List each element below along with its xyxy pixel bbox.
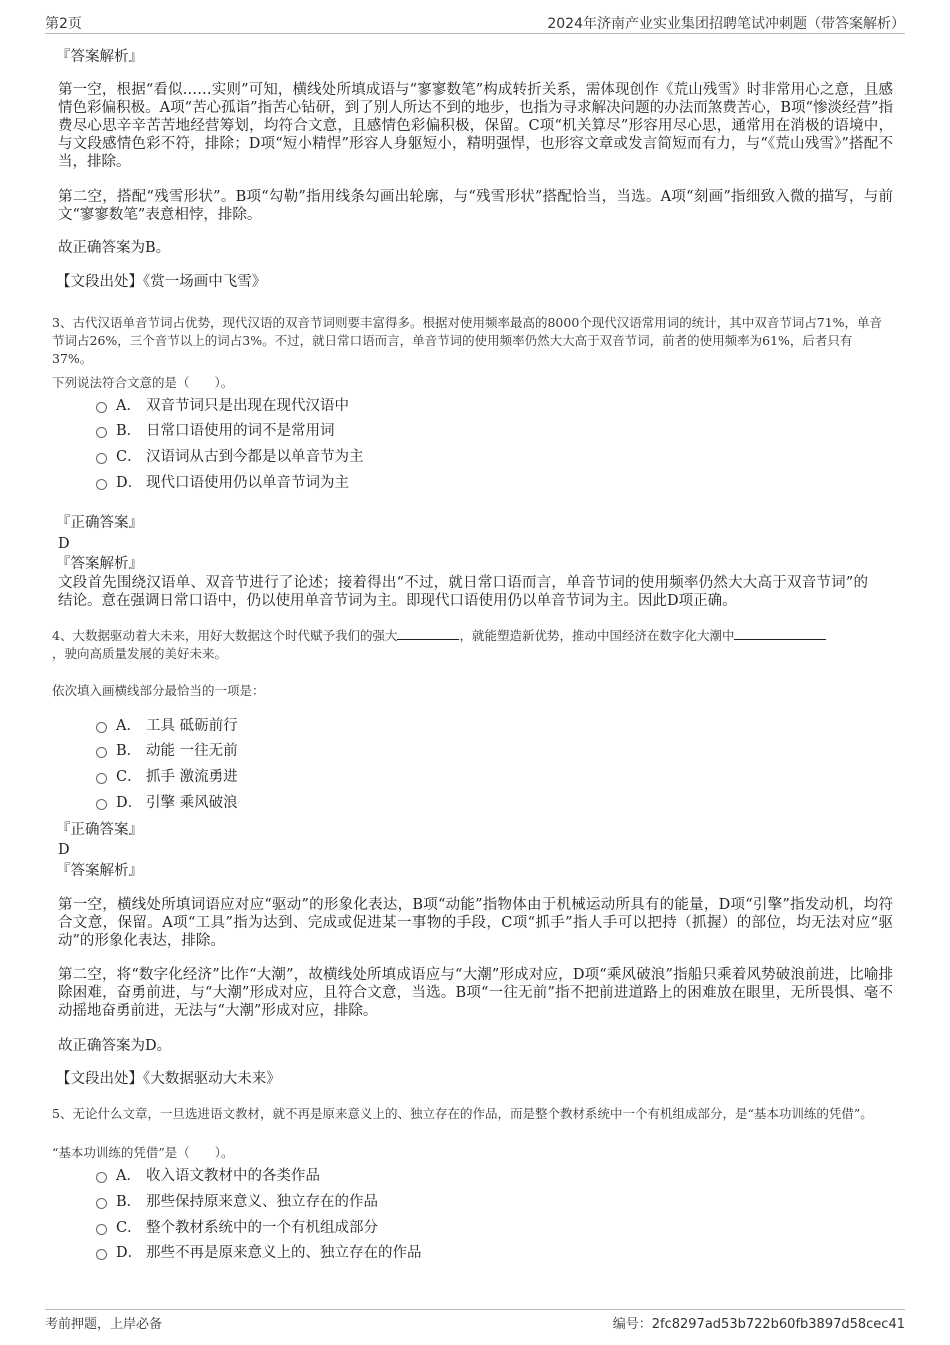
radio-icon[interactable] bbox=[96, 427, 107, 438]
q2-analysis-para2: 第二空，搭配“残雪形状”。B项“勾勒”指用线条勾画出轮廓，与“残雪形状”搭配恰当，当选。A项“刻画”指细致入微的描写，与前文“寥寥数笔”表意相悖，排除。 bbox=[58, 189, 893, 223]
option-text: 整个教材系统中的一个有机组成部分 bbox=[146, 1220, 378, 1236]
option-letter: B． bbox=[116, 1194, 142, 1210]
radio-icon[interactable] bbox=[96, 1249, 107, 1260]
q4-blank-2 bbox=[734, 627, 826, 640]
q4-analysis-label: 『答案解析』 bbox=[56, 863, 143, 879]
q3-answer: D bbox=[58, 536, 70, 552]
q4-option-c[interactable] bbox=[96, 767, 238, 787]
option-text: 双音节词只是出现在现代汉语中 bbox=[146, 398, 349, 414]
q5-stem: 5、无论什么文章，一旦选进语文教材，就不再是原来意义上的、独立存在的作品，而是整个教材系统中一个有机组成部分，是“基本功训练的凭借”。 bbox=[52, 1106, 873, 1121]
radio-icon[interactable] bbox=[96, 773, 107, 784]
q4-stem-part2: ，就能塑造新优势，推动中国经济在数字化大潮中 bbox=[459, 628, 735, 643]
q3-option-d[interactable] bbox=[96, 473, 349, 493]
radio-icon[interactable] bbox=[96, 1224, 107, 1235]
q3-option-b[interactable] bbox=[96, 421, 335, 441]
option-text: 汉语词从古到今都是以单音节为主 bbox=[146, 449, 364, 465]
footer-slogan: 考前押题，上岸必备 bbox=[45, 1317, 163, 1332]
radio-icon[interactable] bbox=[96, 479, 107, 490]
q4-answer-label: 『正确答案』 bbox=[56, 822, 143, 838]
header-divider bbox=[45, 33, 905, 34]
option-letter: C． bbox=[116, 769, 142, 785]
q4-analysis-para2: 第二空，将“数字化经济”比作“大潮”，故横线处所填成语应与“大潮”形成对应，D项“乘风破浪”指船只乘着风势破浪前进，比喻排除困难，奋勇前进，与“大潮”形成对应，且符合文意，当选。B项“一往无前”指不把前进道路上的困难放在眼里，无所畏惧、毫不动摇地奋勇前进，无法与“大潮”形成对应，排除。 bbox=[58, 967, 893, 1019]
q2-answer-statement: 故正确答案为B。 bbox=[58, 240, 171, 256]
q4-stem bbox=[52, 627, 892, 663]
option-text: 动能 一往无前 bbox=[146, 743, 238, 759]
q2-analysis-label: 『答案解析』 bbox=[56, 49, 143, 65]
option-text: 引擎 乘风破浪 bbox=[146, 795, 238, 811]
option-letter: B． bbox=[116, 743, 142, 759]
footer-code-value: 2fc8297ad53b722b60fb3897d58cec41 bbox=[651, 1317, 905, 1332]
q4-option-b[interactable] bbox=[96, 741, 238, 761]
q4-option-a[interactable] bbox=[96, 716, 238, 736]
radio-icon[interactable] bbox=[96, 1198, 107, 1209]
radio-icon[interactable] bbox=[96, 1172, 107, 1183]
q5-prompt: “基本功训练的凭借”是（ ）。 bbox=[52, 1145, 234, 1160]
q4-stem-part3: ，驶向高质量发展的美好未来。 bbox=[52, 646, 228, 661]
option-letter: A． bbox=[116, 398, 141, 414]
q5-option-a[interactable] bbox=[96, 1166, 320, 1186]
option-letter: D． bbox=[116, 1245, 143, 1261]
q3-analysis: 文段首先围绕汉语单、双音节进行了论述；接着得出“不过，就日常口语而言，单音节词的使用频率仍然大大高于双音节词”的结论。意在强调日常口语中，仍以使用单音节词为主。即现代口语使用仍以单音节词为主。因此D项正确。 bbox=[58, 575, 868, 609]
option-text: 那些保持原来意义、独立存在的作品 bbox=[146, 1194, 378, 1210]
footer-divider bbox=[45, 1309, 905, 1310]
radio-icon[interactable] bbox=[96, 799, 107, 810]
radio-icon[interactable] bbox=[96, 722, 107, 733]
q5-option-d[interactable] bbox=[96, 1243, 422, 1263]
q5-option-b[interactable] bbox=[96, 1192, 378, 1212]
radio-icon[interactable] bbox=[96, 747, 107, 758]
option-text: 日常口语使用的词不是常用词 bbox=[146, 423, 335, 439]
option-letter: D． bbox=[116, 795, 143, 811]
page-number: 第2页 bbox=[45, 16, 82, 32]
document-title: 2024年济南产业实业集团招聘笔试冲刺题（带答案解析） bbox=[547, 16, 905, 32]
q3-stem: 3、古代汉语单音节词占优势，现代汉语的双音节词则要丰富得多。根据对使用频率最高的8000个现代汉语常用词的统计，其中双音节词占71%，单音节词占26%，三个音节以上的词占3%。不过，就日常口语而言，单音节词的使用频率仍然大大高于双音节词，前者的使用频率为61%，后者只有37%。 bbox=[52, 315, 883, 366]
q4-stem-part1: 4、大数据驱动着大未来，用好大数据这个时代赋予我们的强大 bbox=[52, 628, 398, 643]
option-letter: A． bbox=[116, 718, 141, 734]
option-text: 抓手 激流勇进 bbox=[146, 769, 238, 785]
q4-blank-1 bbox=[397, 627, 459, 640]
q3-answer-label: 『正确答案』 bbox=[56, 515, 143, 531]
option-letter: B． bbox=[116, 423, 142, 439]
footer-code bbox=[613, 1313, 905, 1332]
q3-prompt: 下列说法符合文意的是（ ）。 bbox=[52, 375, 234, 390]
q3-option-c[interactable] bbox=[96, 447, 364, 467]
q4-option-d[interactable] bbox=[96, 793, 238, 813]
footer-code-label: 编号： bbox=[612, 1317, 652, 1332]
option-text: 工具 砥砺前行 bbox=[146, 718, 238, 734]
q2-source: 【文段出处】《赏一场画中飞雪》 bbox=[56, 274, 267, 290]
q4-analysis-para1: 第一空，横线处所填词语应对应“驱动”的形象化表达，B项“动能”指物体由于机械运动所具有的能量，D项“引擎”指发动机，均符合文意，保留。A项“工具”指为达到、完成或促进某一事物的手段，C项“抓手”指人手可以把持（抓握）的部位，均无法对应“驱动”的形象化表达，排除。 bbox=[58, 897, 893, 949]
option-text: 收入语文教材中的各类作品 bbox=[146, 1168, 320, 1184]
radio-icon[interactable] bbox=[96, 402, 107, 413]
radio-icon[interactable] bbox=[96, 453, 107, 464]
option-letter: D． bbox=[116, 475, 143, 491]
q4-prompt: 依次填入画横线部分最恰当的一项是： bbox=[52, 683, 265, 698]
q5-option-c[interactable] bbox=[96, 1218, 378, 1238]
option-letter: C． bbox=[116, 1220, 142, 1236]
q4-answer-statement: 故正确答案为D。 bbox=[58, 1038, 172, 1054]
q3-option-a[interactable] bbox=[96, 396, 349, 416]
q4-source: 【文段出处】《大数据驱动大未来》 bbox=[56, 1071, 281, 1087]
q3-analysis-label: 『答案解析』 bbox=[56, 556, 143, 572]
option-letter: C． bbox=[116, 449, 142, 465]
option-text: 现代口语使用仍以单音节词为主 bbox=[146, 475, 349, 491]
option-letter: A． bbox=[116, 1168, 141, 1184]
q2-analysis-para1: 第一空，根据“看似……实则”可知，横线处所填成语与“寥寥数笔”构成转折关系，需体现创作《荒山残雪》时非常用心之意，且感情色彩偏积极。A项“苦心孤诣”指苦心钻研，到了别人所达不到的地步，也指为寻求解决问题的办法而煞费苦心，B项“惨淡经营”指费尽心思辛辛苦苦地经营筹划，均符合文意，且感情色彩偏积极，保留。C项“机关算尽”形容用尽心思，通常用在消极的语境中，与文段感情色彩不符，排除；D项“短小精悍”形容人身躯短小，精明强悍，也形容文章或发言简短而有力，与“《荒山残雪》”搭配不当，排除。 bbox=[58, 82, 893, 170]
q4-answer: D bbox=[58, 842, 70, 858]
option-text: 那些不再是原来意义上的、独立存在的作品 bbox=[146, 1245, 422, 1261]
